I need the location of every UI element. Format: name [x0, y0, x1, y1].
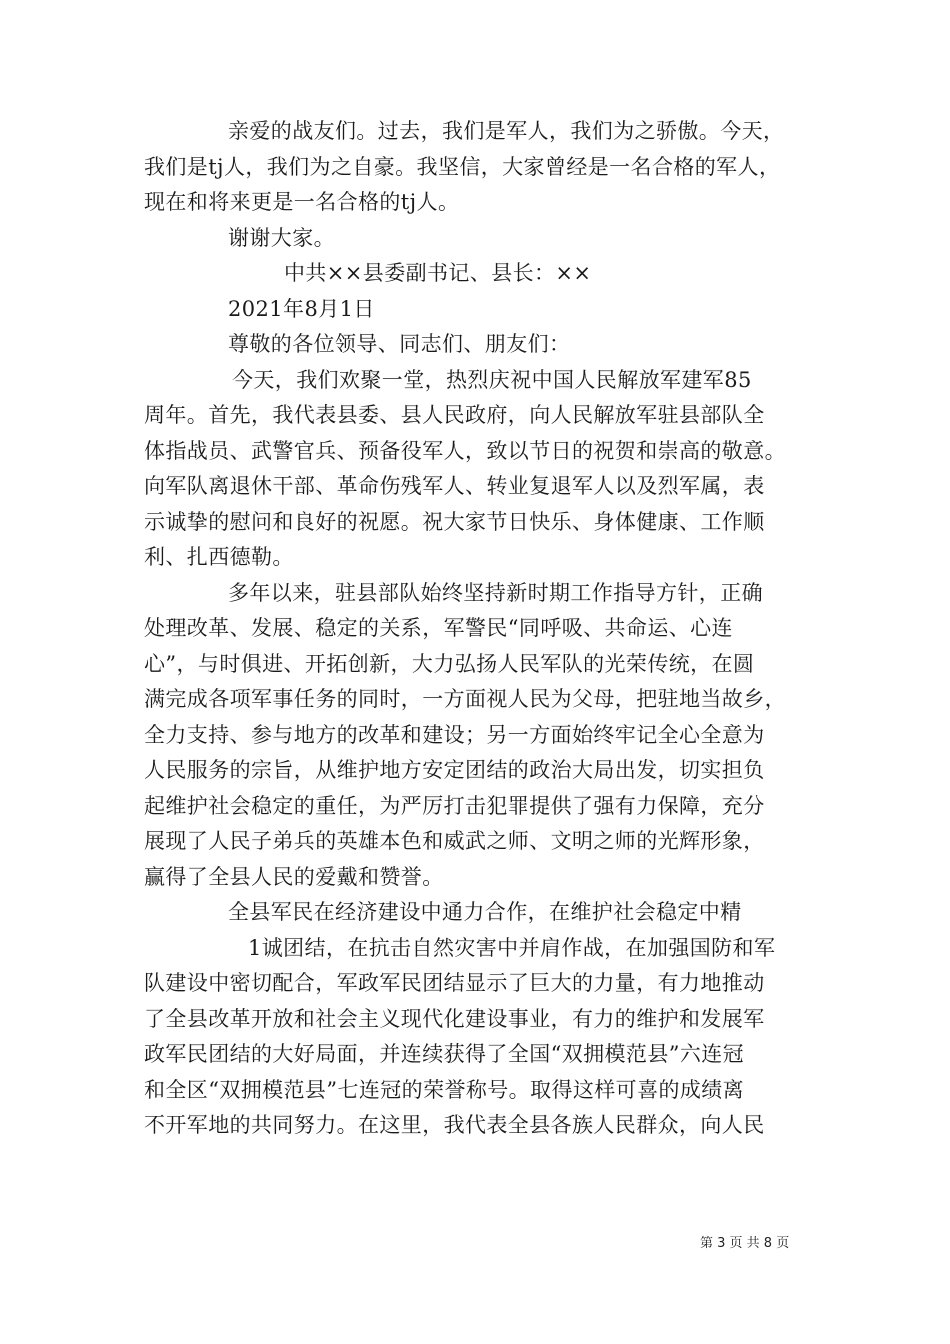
paragraph-line: 多年以来，驻县部队始终坚持新时期工作指导方针，正确: [228, 580, 763, 605]
paragraph-line: 1诚团结，在抗击自然灾害中并肩作战，在加强国防和军: [248, 935, 776, 960]
paragraph-line: 全县军民在经济建设中通力合作，在维护社会稳定中精: [228, 900, 742, 924]
paragraph-line: 现在和将来更是一名合格的tj人。: [144, 190, 460, 214]
paragraph-line: 向军队离退休干部、革命伤残军人、转业复退军人以及烈军属，表: [144, 474, 765, 498]
paragraph-line: 示诚挚的慰问和良好的祝愿。祝大家节日快乐、身体健康、工作顺: [144, 509, 765, 534]
paragraph-line: 展现了人民子弟兵的英雄本色和威武之师、文明之师的光辉形象，: [144, 829, 765, 853]
closing-line: 谢谢大家。: [228, 225, 335, 250]
salutation-line: 尊敬的各位领导、同志们、朋友们：: [228, 332, 571, 356]
paragraph-line: 今天，我们欢聚一堂，热烈庆祝中国人民解放军建军85: [232, 367, 752, 392]
paragraph-line: 人民服务的宗旨，从维护地方安定团结的政治大局出发，切实担负: [144, 758, 765, 782]
paragraph-line: 起维护社会稳定的重任，为严厉打击犯罪提供了强有力保障，充分: [144, 793, 765, 818]
paragraph-line: 亲爱的战友们。过去，我们是军人，我们为之骄傲。今天，: [228, 119, 785, 143]
paragraph-line: 队建设中密切配合，军政军民团结显示了巨大的力量，有力地推动: [144, 971, 765, 995]
signature-line: 中共××县委副书记、县长：××: [284, 261, 592, 285]
page-number-footer: 第 3 页 共 8 页: [700, 1236, 790, 1251]
paragraph-line: 和全区“双拥模范县”七连冠的荣誉称号。取得这样可喜的成绩离: [144, 1077, 745, 1102]
paragraph-line: 全力支持、参与地方的改革和建设；另一方面始终牢记全心全意为: [144, 722, 765, 747]
document-body: [144, 114, 810, 1144]
paragraph-line: 我们是tj人，我们为之自豪。我坚信，大家曾经是一名合格的军人，: [144, 154, 781, 179]
paragraph-line: 政军民团结的大好局面，并连续获得了全国“双拥模范县”六连冠: [144, 1042, 745, 1066]
paragraph-line: 心”，与时俱进、开拓创新，大力弘扬人民军队的光荣传统，在圆: [144, 651, 755, 676]
paragraph-line: 体指战员、武警官兵、预备役军人，致以节日的祝贺和崇高的敬意。: [144, 438, 786, 463]
paragraph-line: 周年。首先，我代表县委、县人民政府，向人民解放军驻县部队全: [144, 403, 765, 427]
paragraph-line: 不开军地的共同努力。在这里，我代表全县各族人民群众，向人民: [144, 1113, 765, 1137]
paragraph-line: 了全县改革开放和社会主义现代化建设事业，有力的维护和发展军: [144, 1006, 765, 1031]
paragraph-line: 利、扎西德勒。: [144, 545, 294, 569]
paragraph-line: 赢得了全县人民的爱戴和赞誉。: [144, 864, 444, 889]
date-line: 2021年8月1日: [228, 296, 375, 321]
paragraph-line: 满完成各项军事任务的同时，一方面视人民为父母，把驻地当故乡，: [144, 687, 786, 711]
paragraph-line: 处理改革、发展、稳定的关系，军警民“同呼吸、共命运、心连: [144, 616, 733, 640]
